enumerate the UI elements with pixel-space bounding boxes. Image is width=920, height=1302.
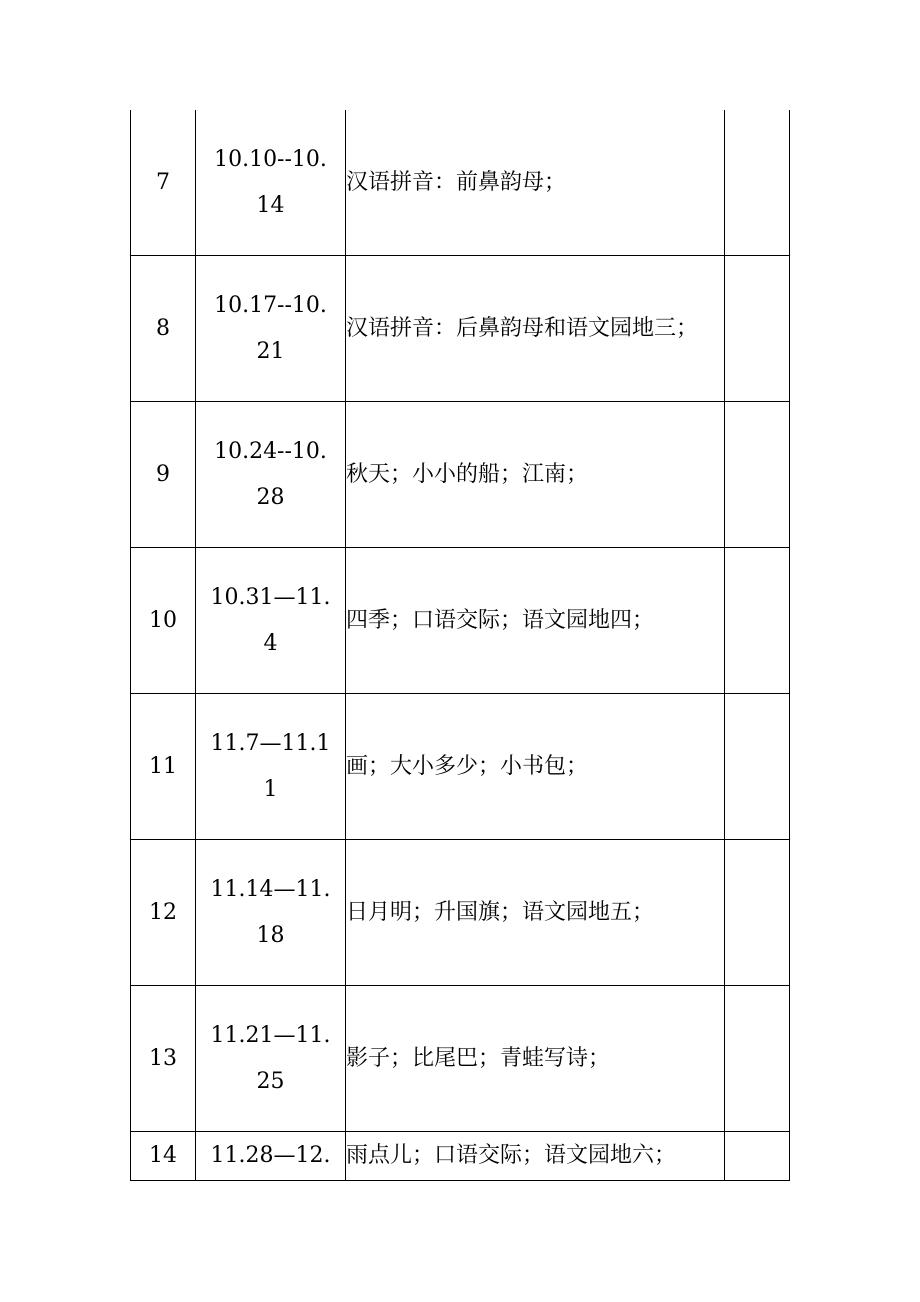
lesson-content-cell: 汉语拼音：前鼻韵母； bbox=[346, 110, 725, 256]
date-range-line2: 4 bbox=[263, 630, 278, 656]
table-row bbox=[131, 256, 790, 402]
date-range-line1: 11.28—12. bbox=[210, 1143, 331, 1168]
table-row bbox=[131, 840, 790, 986]
date-range-line2: 1 bbox=[263, 776, 278, 802]
note-cell bbox=[725, 694, 790, 840]
table-row bbox=[131, 548, 790, 694]
date-range-line2: 25 bbox=[256, 1068, 285, 1094]
date-range-line1: 11.21—11. bbox=[210, 1022, 331, 1048]
lesson-content-cell: 日月明；升国旗；语文园地五； bbox=[346, 840, 725, 986]
note-cell bbox=[725, 256, 790, 402]
lesson-content-cell: 秋天；小小的船；江南； bbox=[346, 402, 725, 548]
table-row bbox=[131, 986, 790, 1132]
date-range-cell bbox=[196, 1132, 346, 1181]
date-range-cell bbox=[196, 402, 346, 548]
week-number-cell: 11 bbox=[131, 694, 196, 840]
date-range-cell bbox=[196, 548, 346, 694]
date-range-cell bbox=[196, 986, 346, 1132]
week-number-cell: 13 bbox=[131, 986, 196, 1132]
date-range-cell bbox=[196, 110, 346, 256]
lesson-content-cell: 汉语拼音：后鼻韵母和语文园地三； bbox=[346, 256, 725, 402]
week-number-cell: 9 bbox=[131, 402, 196, 548]
week-number-cell: 14 bbox=[131, 1132, 196, 1181]
date-range-line1: 10.17--10. bbox=[214, 292, 327, 318]
table-row bbox=[131, 694, 790, 840]
date-range-line1: 10.10--10. bbox=[214, 146, 327, 172]
week-number-cell: 10 bbox=[131, 548, 196, 694]
schedule-table bbox=[130, 110, 790, 1181]
date-range-cell bbox=[196, 694, 346, 840]
date-range-line1: 11.7—11.1 bbox=[210, 730, 331, 756]
date-range-line1: 10.24--10. bbox=[214, 438, 327, 464]
lesson-content-cell: 影子；比尾巴；青蛙写诗； bbox=[346, 986, 725, 1132]
date-range-line2: 28 bbox=[256, 484, 285, 510]
date-range-line2: 21 bbox=[256, 338, 285, 364]
week-number-cell: 12 bbox=[131, 840, 196, 986]
note-cell bbox=[725, 1132, 790, 1181]
table-row bbox=[131, 110, 790, 256]
date-range-line2: 14 bbox=[256, 192, 285, 218]
note-cell bbox=[725, 840, 790, 986]
table-row bbox=[131, 1132, 790, 1181]
note-cell bbox=[725, 402, 790, 548]
week-number-cell: 8 bbox=[131, 256, 196, 402]
note-cell bbox=[725, 986, 790, 1132]
note-cell bbox=[725, 110, 790, 256]
lesson-content-cell: 雨点儿；口语交际；语文园地六； bbox=[346, 1132, 725, 1181]
date-range-cell bbox=[196, 840, 346, 986]
note-cell bbox=[725, 548, 790, 694]
week-number-cell: 7 bbox=[131, 110, 196, 256]
date-range-line1: 11.14—11. bbox=[210, 876, 331, 902]
table-row bbox=[131, 402, 790, 548]
lesson-content-cell: 画；大小多少；小书包； bbox=[346, 694, 725, 840]
date-range-line2: 18 bbox=[256, 922, 285, 948]
date-range-cell bbox=[196, 256, 346, 402]
date-range-line1: 10.31—11. bbox=[210, 584, 331, 610]
lesson-content-cell: 四季；口语交际；语文园地四； bbox=[346, 548, 725, 694]
